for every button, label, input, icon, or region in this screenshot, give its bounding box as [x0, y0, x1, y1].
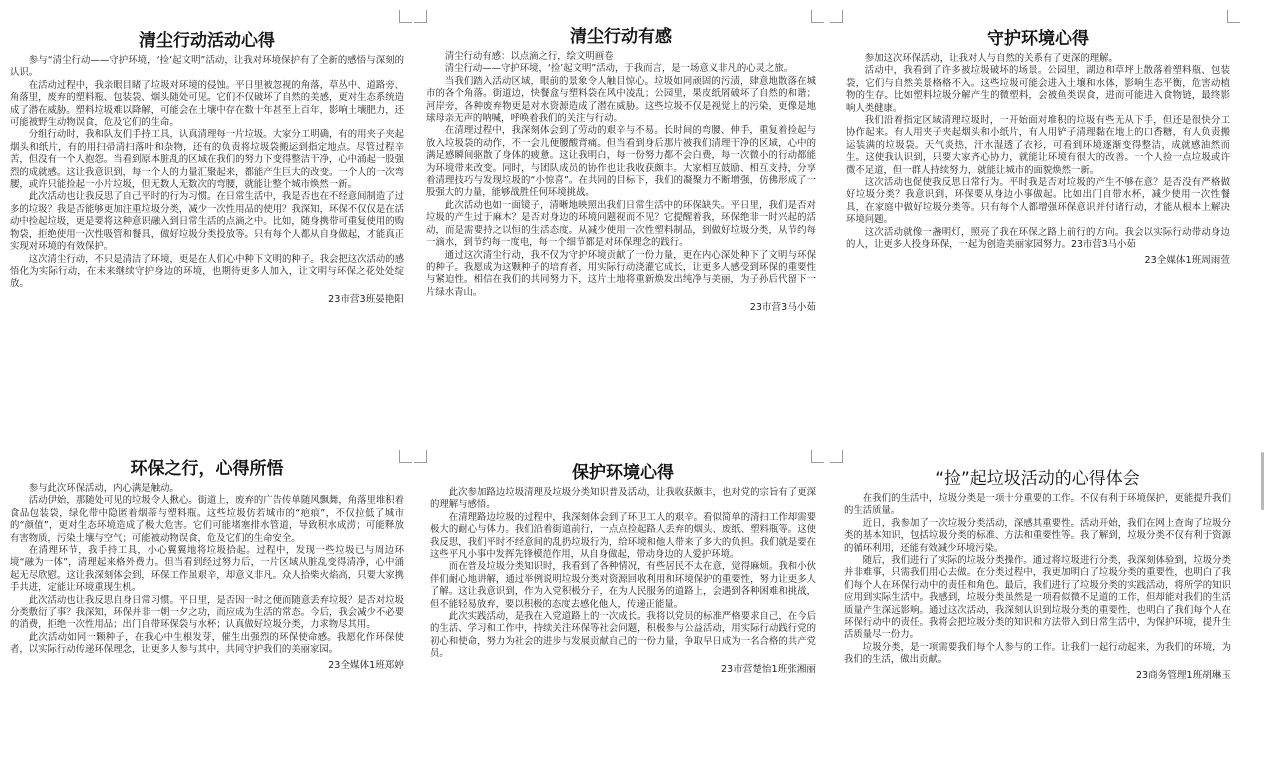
essay-title: 守护环境心得	[987, 29, 1089, 49]
crop-mark	[830, 450, 843, 463]
essay-paragraph: 我们沿着指定区域清理垃圾时，一开始面对堆积的垃圾有些无从下手，但还是很快分工协作起来。有人用夹子夹起烟头和小纸片，有人用铲子清理黏在地上的口香糖，有人负责搬运装满的垃圾袋。天气炎热，汗水湿透了衣衫，可看到环境逐渐变得整洁，成就感油然而生。这使我认识到，只要大家齐心协力，就能让环境有很大的改善。一个人捡一点垃圾或许微不足道，但一群人持续努力，就能让城市的面貌焕然一新。	[846, 115, 1230, 176]
essay-paragraph: 参加这次环保活动，让我对人与自然的关系有了更深的理解。	[864, 53, 1118, 64]
essay-paragraph: 通过这次清尘行动，我不仅为守护环境贡献了一份力量，更在内心深处种下了文明与环保的种子。我愿成为这颗种子的培育者，用实际行动浇灌它成长，让更多人感受到环保的重要性与紧迫性。相信在我们的共同努力下，这片土地将重新焕发出纯净与美丽，为子孙后代留下一片绿水青山。	[426, 249, 816, 298]
essay-paragraph: 这次清尘行动，不只是清洁了环境，更是在人们心中种下文明的种子。我会把这次活动的感悟化为实际行动，在未来继续守护身边的环境，也期待更多人加入，让文明与环保之花处处绽放。	[10, 253, 404, 290]
essay-paragraph: 垃圾分类，是一项需要我们每个人参与的工作。让我们一起行动起来，为我们的环境，为我们的生活，做出贡献。	[844, 641, 1231, 666]
essay-paragraph: 这次活动就像一盏明灯，照亮了我在环保之路上前行的方向。我会以实际行动带动身边的人，让更多人投身环保，一起为创造美丽家园努力。23市营3马小茹	[846, 226, 1230, 251]
vertical-scrollbar[interactable]	[1261, 452, 1264, 510]
essay-paragraph: 在清理环节，我手持工具，小心翼翼地将垃圾拾起。过程中，发现一些垃圾已与周边环境“融为一体”，清理起来格外费力。但当看到经过努力后，一片区域从脏乱变得清净，心中涌起无尽欣慰。这让我深刻体会到，环保工作虽艰辛，却意义非凡。众人拾柴火焰高，只要大家携手共进，定能让环境重现生机。	[10, 545, 404, 594]
author-signature: 23市营3班晏艳阳	[328, 293, 404, 305]
essay-paragraph: 随后，我们进行了实际的垃圾分类操作。通过将垃圾进行分类，我深刻体验到，垃圾分类并非难事，只需我们用心去做。在分类过程中，我更加明白了垃圾分类的重要性，也明白了我们每个人在环保行动中的责任和角色。最后，我们进行了垃圾分类的实践活动，将所学的知识应用到实际生活中。我感到，垃圾分类虽然是一项看似微不足道的工作，但却能对我们的生活质量产生深远影响。通过这次活动，我深刻认识到垃圾分类的重要性，也明白了我们每个人在环保行动中的责任。我将会把垃圾分类的知识和方法带入到日常生活中，为保护环境，提升生活质量尽一份力。	[844, 555, 1231, 641]
essay-paragraph: 而在普及垃圾分类知识时，我看到了各种情况，有些居民不太在意，觉得麻烦。我和小伙伴们耐心地讲解，通过举例说明垃圾分类对资源回收利用和环境保护的重要性，努力让更多人了解。这让我意识到，作为入党积极分子，在为人民服务的道路上，会遇到各种困难和挑战，但不能轻易放弃，要以积极的态度去感化他人，传递正能量。	[430, 561, 816, 610]
essay-paragraph: 此次活动也让我反思了自己平时的行为习惯。在日常生活中，我是否也在不经意间制造了过多的垃圾？我是否能够更加注重垃圾分类，减少一次性用品的使用？我深知，环保不仅仅是在活动中捡起垃圾，更是要将这种意识融入到日常生活的点滴之中。比如，随身携带可重复使用的购物袋，拒绝使用一次性吸管和餐具，做好垃圾分类投放等。只有每个人都从自身做起，才能真正实现对环境的有效保护。	[10, 191, 404, 253]
essay-paragraph: 活动中，我看到了许多被垃圾破坏的场景。公园里，湖边和草坪上散落着塑料瓶、包装袋，它们与自然美景格格不入。这些垃圾可能会进入土壤和水体，影响生态平衡，危害动植物的生存。比如塑料垃圾分解产生的微塑料，会被鱼类误食，进而可能进入食物链，最终影响人类健康。	[846, 65, 1230, 114]
essay-paragraph: 此次实践活动，是我在入党道路上的一次成长。我将以党员的标准严格要求自己，在今后的生活、学习和工作中，持续关注环保等社会问题，积极参与公益活动，用实际行动践行党的初心和使命，努力为社会的进步与发展贡献自己的一份力量，争取早日成为一名合格的共产党员。	[430, 611, 816, 660]
essay-paragraph: 近日，我参加了一次垃圾分类活动，深感其重要性。活动开始，我们在网上查询了垃圾分类的基本知识，包括垃圾分类的标准、方法和重要性等。我了解到，垃圾分类不仅有利于资源的循环利用，还能有效减少环境污染。	[844, 517, 1231, 554]
essay-paragraph: 在清理路边垃圾的过程中，我深刻体会到了环卫工人的艰辛。看似简单的清扫工作却需要极大的耐心与体力。我们沿着街道前行，一点点捡起路人丢弃的烟头、废纸、塑料瓶等。这使我反思，我们平时不经意间的乱扔垃圾行为，给环境和他人带来了多大的负担。我们就是要在这些平凡小事中发挥先锋模范作用，从自身做起，带动身边的人爱护环境。	[430, 511, 816, 561]
essay-paragraph: 此次活动也让我反思自身日常习惯。平日里，是否因一时之便而随意丢弃垃圾？是否对垃圾分类敷衍了事？我深知，环保并非一朝一夕之功，而应成为生活的常态。今后，我会减少不必要的消费，拒绝一次性用品；出门自带环保袋与水杯；认真做好垃圾分类，力求物尽其用。	[10, 594, 404, 631]
crop-mark	[1227, 10, 1240, 23]
essay-page-6	[830, 450, 1235, 768]
essay-page-1	[0, 10, 412, 420]
crop-mark	[811, 10, 824, 23]
crop-mark	[399, 450, 412, 463]
crop-mark	[399, 10, 412, 23]
author-signature: 23市营楚怡1班张湘丽	[720, 663, 816, 675]
author-signature: 23全媒体1班郑婷	[328, 659, 404, 671]
essay-paragraph: 清尘行动有感：以点滴之行，绘文明画卷	[444, 51, 614, 62]
essay-paragraph: 在清理过程中，我深刻体会到了劳动的艰辛与不易。长时间的弯腰、伸手，重复着捡起与放入垃圾袋的动作，不一会儿便腰酸背痛。但当看到身后那片被我们清理干净的区域，心中的满足感瞬间驱散了身体的疲惫。这让我明白，每一份努力都不会白费，每一次微小的行动都能为环境带来改变。同时，与团队成员的协作也让我收获颇丰。大家相互鼓励、相互支持，分享着清理技巧与发现垃圾的“小惊喜”。在共同的目标下，我们的凝聚力不断增强，仿佛形成了一股强大的力量，能够战胜任何环境挑战。	[426, 125, 816, 199]
essay-paragraph: 参与“清尘行动——守护环境，‘捡’起文明”活动，让我对环境保护有了全新的感悟与深刻的认识。	[10, 55, 404, 79]
essay-title: 保护环境心得	[572, 463, 674, 483]
essay-paragraph: 在活动过程中，我亲眼目睹了垃圾对环境的侵蚀。平日里被忽视的角落，草丛中、道路旁、角落里，废弃的塑料瓶、包装袋、烟头随处可见。它们不仅破坏了自然的美感，更对生态系统造成了潜在威胁。塑料垃圾难以降解，可能会在土壤中存在数十年甚至上百年，影响土壤肥力，还可能被野生动物误食，危及它们的生命。	[10, 79, 404, 129]
crop-mark	[414, 450, 427, 463]
essay-title: 环保之行，心得所悟	[130, 459, 284, 479]
essay-paragraph: 参与此次环保活动，内心满是触动。	[28, 483, 179, 494]
essay-paragraph: 活动伊始，那随处可见的垃圾令人揪心。街道上，废弃的广告传单随风飘舞，角落里堆积着食品包装袋，绿化带中隐匿着烟蒂与塑料瓶。这些垃圾仿若城市的“疤痕”，不仅拉低了城市的“颜值”，更对生态环境造成了极大危害。它们可能堵塞排水管道，导致积水成涝；可能释放有害物质，污染土壤与空气；可能被动物误食，危及它们的生命安全。	[10, 495, 404, 544]
essay-paragraph: 当我们踏入活动区域，眼前的景象令人触目惊心。垃圾如同顽固的污渍，肆意地散落在城市的各个角落。街道边，快餐盒与塑料袋在风中凌乱；公园里，果皮纸屑破坏了自然的和谐；河岸旁，各种废弃物更是对水资源造成了潜在威胁。这些垃圾不仅是视觉上的污染，更像是地球母亲无声的呐喊，呼唤着我们的关注与行动。	[426, 75, 816, 125]
crop-mark	[830, 10, 843, 23]
essay-paragraph: 此次活动如同一颗种子，在我心中生根发芽，催生出强烈的环保使命感。我愿化作环保使者，以实际行动传递环保理念，让更多人参与其中，共同守护我们的美丽家园。	[10, 631, 404, 656]
essay-paragraph: 这次活动也促使我反思日常行为。平时我是否对垃圾的产生不够在意？是否没有严格做好垃圾分类？我意识到，环保要从身边小事做起。比如出门自带水杯，减少使用一次性餐具，在家庭中做好垃圾分类等。只有每个人都增强环保意识并付诸行动，才能从根本上解决环境问题。	[846, 177, 1230, 226]
essay-title: 清尘行动有感	[570, 27, 672, 47]
essay-paragraph: 此次活动也如一面镜子，清晰地映照出我们日常生活中的环保缺失。平日里，我们是否对垃圾的产生过于麻木？是否对身边的环境问题视而不见？它提醒着我，环保绝非一时兴起的活动，而是需要持之以恒的生活态度。从减少使用一次性塑料制品，到做好垃圾分类，从节约每一滴水，到节约每一度电，每一个细节都是对环保理念的践行。	[426, 199, 816, 249]
author-signature: 23商务管理1班胡琳玉	[1135, 669, 1231, 681]
essay-paragraph: 在我们的生活中，垃圾分类是一项十分重要的工作。不仅有利于环境保护，更能提升我们的生活质量。	[844, 493, 1231, 517]
essay-paragraph: 此次参加路边垃圾清理及垃圾分类知识普及活动，让我收获颇丰，也对党的宗旨有了更深的理解与感悟。	[430, 487, 816, 511]
crop-mark	[811, 450, 824, 463]
essay-page-5	[414, 450, 824, 768]
essay-paragraph: 分组行动时，我和队友们手持工具，认真清理每一片垃圾。大家分工明确，有的用夹子夹起烟头和纸片，有的用扫帚清扫落叶和杂物，还有的负责将垃圾袋搬运到指定地点。尽管过程辛苦，但没有一个人抱怨。当看到原本脏乱的区域在我们的努力下变得整洁干净，心中涌起一股强烈的成就感。这让我意识到，每一个人的力量汇聚起来，都能产生巨大的改变。一个人的一次弯腰，或许只能捡起一小片垃圾，但无数人无数次的弯腰，就能让整个城市焕然一新。	[10, 129, 404, 191]
essay-page-4	[0, 450, 412, 768]
essay-title: “捡”起垃圾活动的心得体会	[935, 469, 1140, 489]
essay-title: 清尘行动活动心得	[139, 31, 275, 51]
crop-mark	[414, 10, 427, 23]
essay-page-3	[830, 10, 1240, 420]
essay-page-2	[414, 10, 824, 420]
author-signature: 23市营3马小茹	[749, 302, 816, 314]
author-signature: 23全媒体1班周雨萱	[1144, 254, 1230, 266]
essay-paragraph: 清尘行动——守护环境，‘捡’起文明”活动，于我而言，是一场意义非凡的心灵之旅。	[444, 63, 794, 75]
